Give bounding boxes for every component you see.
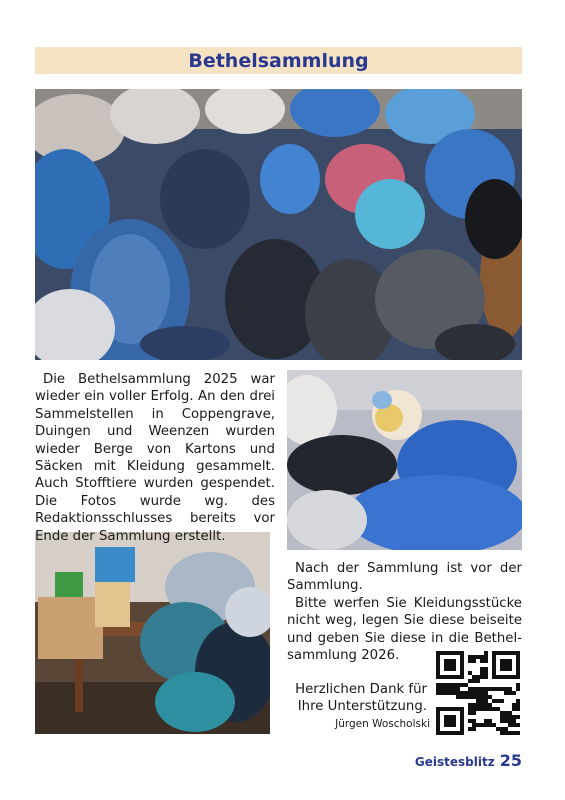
author-name: Jürgen Woscholski — [335, 718, 430, 730]
qr-code[interactable] — [436, 651, 520, 735]
thanks-text: Herzlichen Dank für Ihre Unterstützung. — [295, 682, 427, 715]
page-title: Bethelsammlung — [188, 49, 369, 72]
photo-collection-boxes — [35, 532, 270, 734]
article-paragraph-left: Die Bethelsammlung 2025 war wieder ein voller Erfolg. An den drei Sammelstellen in Coppengrave, Duingen und Weenzen wurden wieder Berge von Kartons und Säcken mit Kleidung gesammelt. Auch Stofftiere wurden gespendet. Die Fotos wurde wg. des Redaktionsschlusses bereits vor Ende der Sammlung erstellt. — [35, 372, 275, 544]
photo-stuffed-animals — [287, 370, 522, 550]
photo-donation-bags — [35, 89, 522, 360]
article-paragraph-right-2: Bitte werfen Sie Kleidungsstücke nicht weg, legen Sie diese beiseite und geben Sie diese in die Bethelsammlung 2026. — [287, 596, 522, 664]
page-number: 25 — [499, 751, 522, 770]
magazine-name: Geistesblitz — [414, 755, 495, 769]
page-footer — [415, 751, 522, 770]
article-paragraph-right-1: Nach der Sammlung ist vor der Sammlung. — [287, 561, 522, 594]
title-bar — [35, 47, 522, 74]
